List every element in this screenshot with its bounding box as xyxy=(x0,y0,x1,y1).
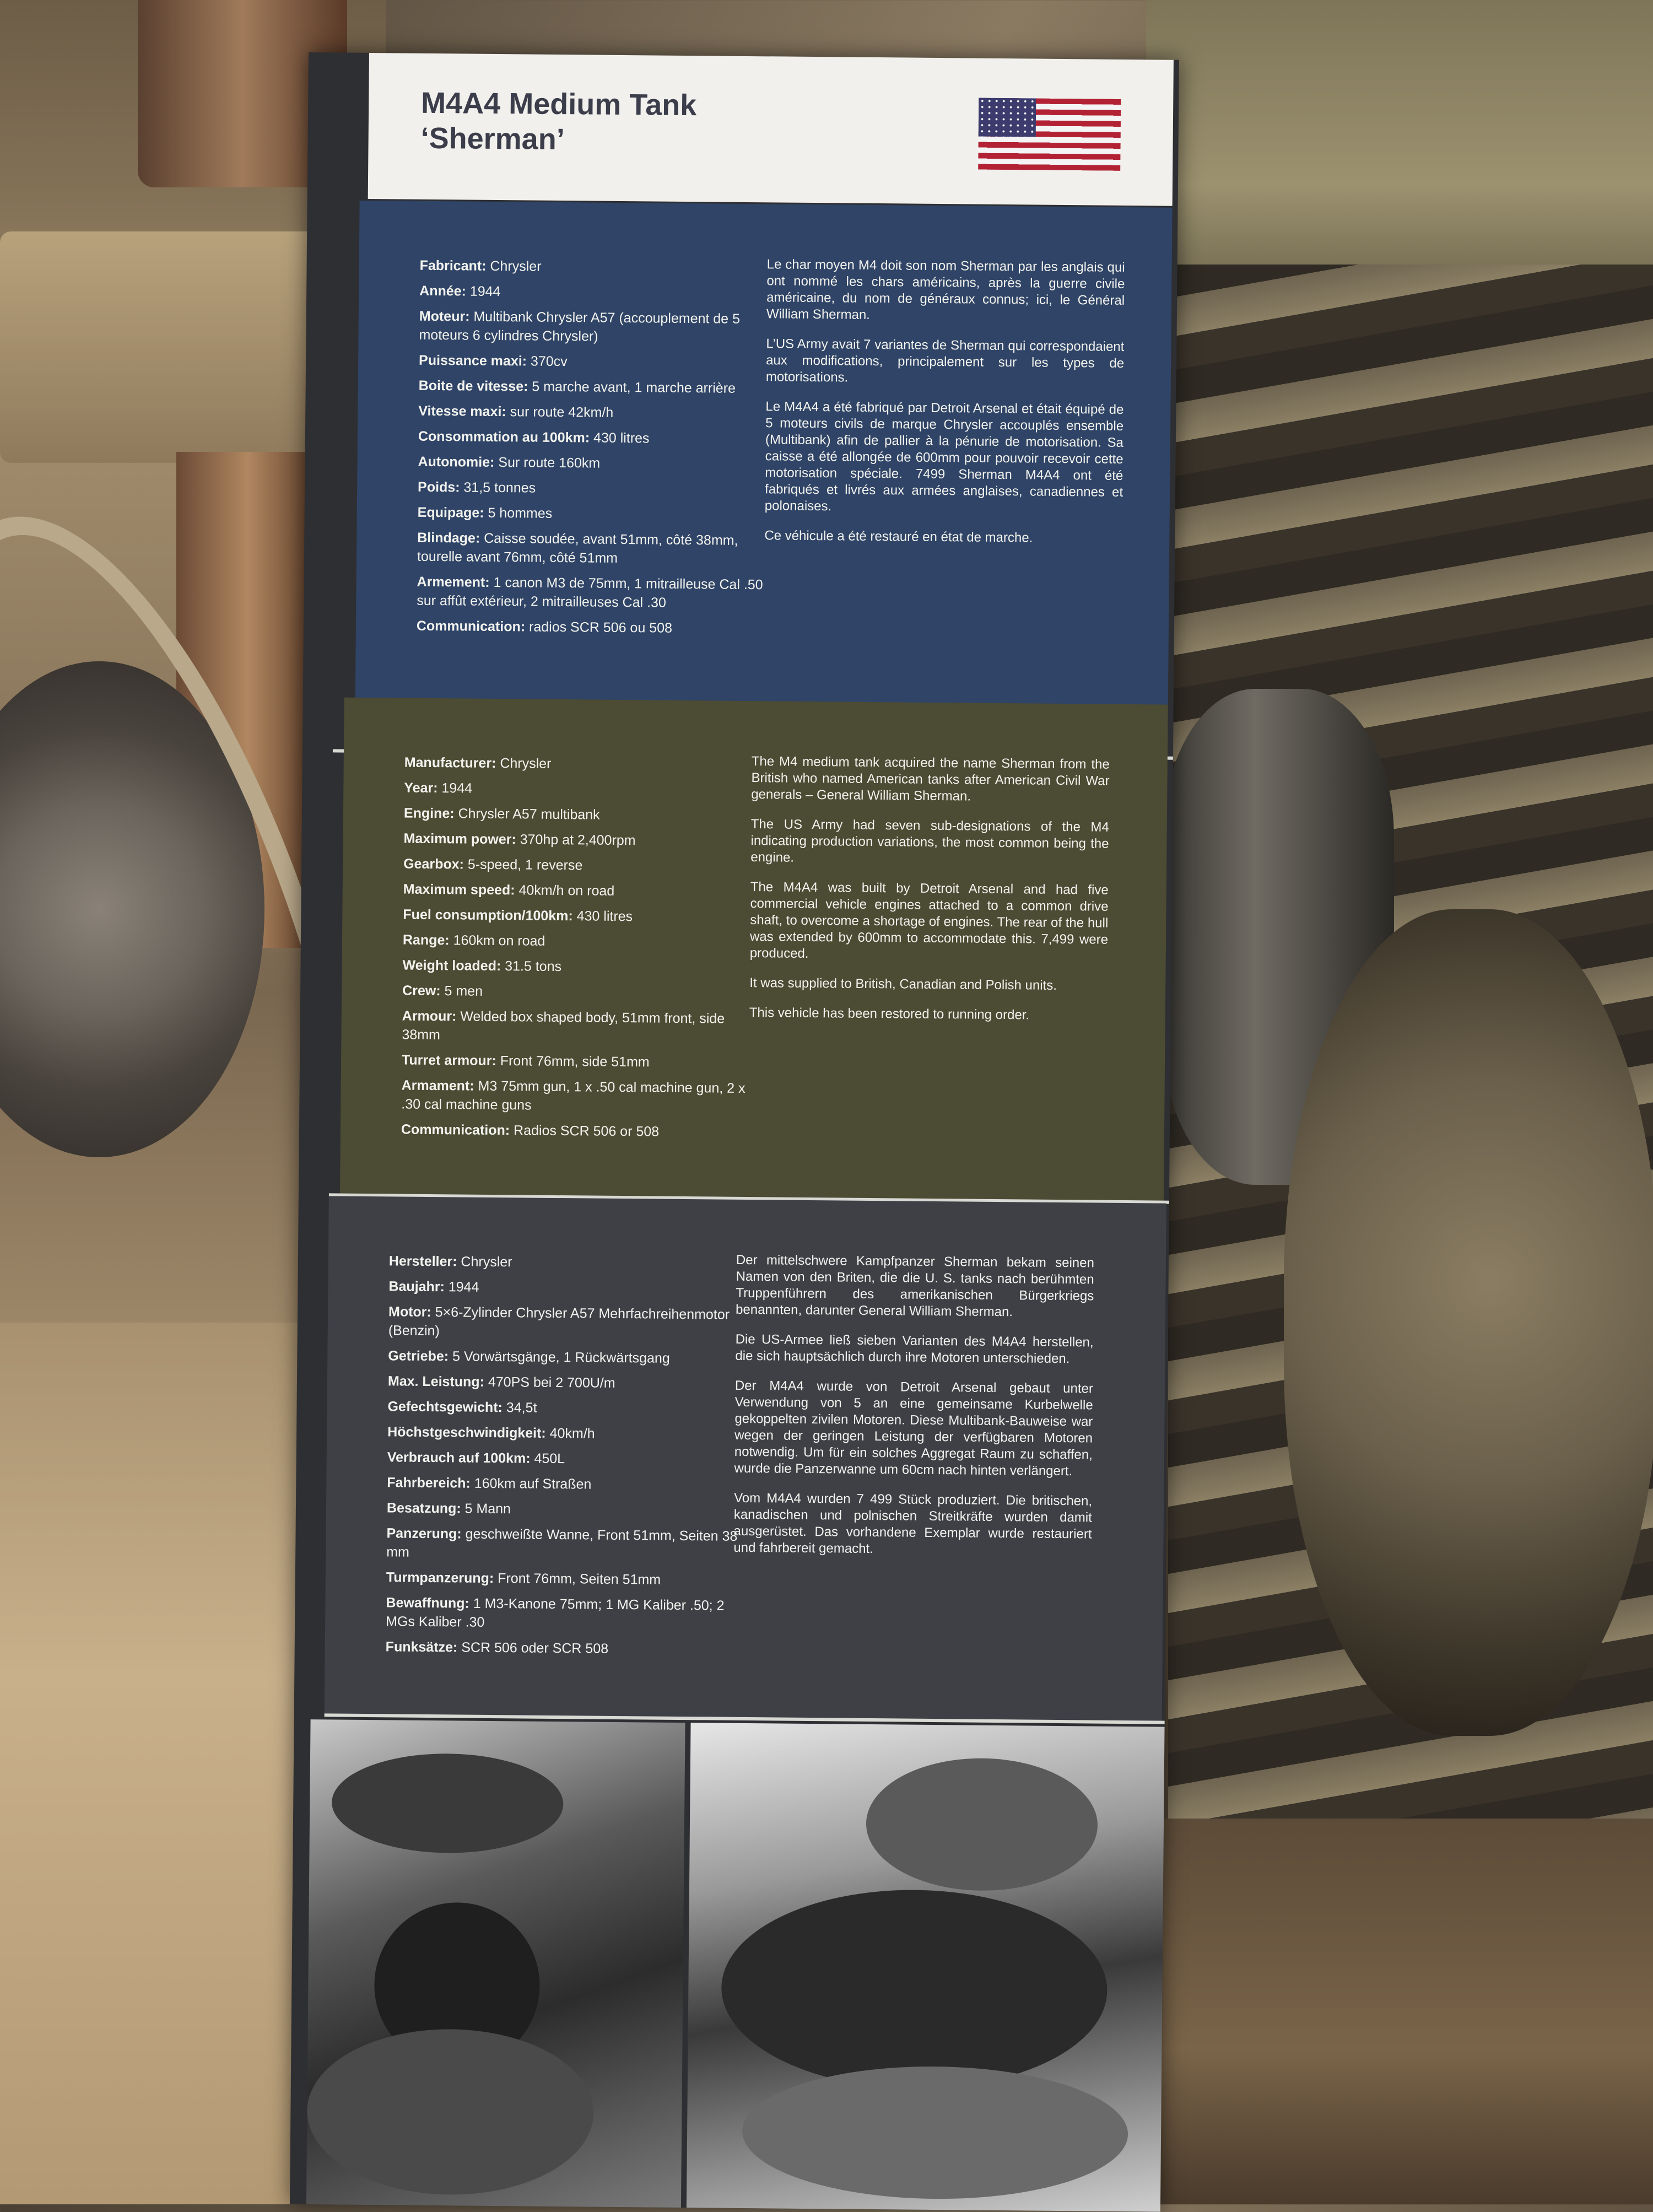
spec-value: Radios SCR 506 or 508 xyxy=(510,1123,660,1140)
spec-label: Armour: xyxy=(402,1008,457,1024)
spec-row xyxy=(417,617,769,639)
spec-value: Front 76mm, Seiten 51mm xyxy=(494,1571,661,1588)
description-paragraph: This vehicle has been restored to running order. xyxy=(749,1005,1030,1023)
english-description xyxy=(749,753,1109,1038)
spec-row xyxy=(388,1346,741,1368)
information-sign xyxy=(290,52,1179,2212)
spec-value: 40km/h on road xyxy=(515,882,615,899)
spec-value: 1 canon M3 de 75mm, 1 mitrailleuse Cal .50 sur affût extérieur, 2 mitrailleuses Cal .30 xyxy=(417,574,763,611)
spec-row xyxy=(388,1277,741,1299)
historical-photos xyxy=(306,1719,1165,2211)
description-paragraph: The US Army had seven sub-designations of the M4 indicating production variations, the most common being the engine. xyxy=(750,817,1109,865)
spec-label: Turret armour: xyxy=(401,1052,496,1069)
spec-row xyxy=(403,880,756,902)
spec-value: 1 M3-Kanone 75mm; 1 MG Kaliber .50; 2 MGs Kaliber .30 xyxy=(386,1595,725,1630)
spec-label: Fabricant: xyxy=(419,257,487,274)
spec-row xyxy=(418,478,770,500)
spec-value: 34,5t xyxy=(502,1400,537,1416)
german-section xyxy=(325,1196,1166,1721)
sign-header xyxy=(368,53,1174,206)
spec-label: Manufacturer: xyxy=(404,754,496,771)
description-paragraph: Le M4A4 a été fabriqué par Detroit Arsenal et était équipé de 5 moteurs civils de marque Chrysler accouplés ensemble (Multibank) afin de pallier à la pénurie de motorisation. Sa caisse a été allongée de 600mm pour pouvoir recevoir cette motorisation spéciale. 7499 Sherman M4A4 ont été fabriqués et livrés aux armées anglaises, canadiennes et polonaises. xyxy=(764,399,1124,514)
spec-label: Année: xyxy=(419,283,467,299)
spec-value: 370cv xyxy=(526,353,568,370)
spec-value: 430 litres xyxy=(589,430,650,446)
spec-row xyxy=(403,905,755,927)
spec-value: 31,5 tonnes xyxy=(460,479,536,496)
spec-label: Hersteller: xyxy=(388,1253,457,1270)
spec-value: Welded box shaped body, 51mm front, side 38mm xyxy=(402,1008,725,1043)
spec-label: Equipage: xyxy=(417,504,484,521)
spec-row xyxy=(418,452,770,474)
english-section xyxy=(340,698,1168,1201)
spec-label: Autonomie: xyxy=(418,454,495,470)
spec-label: Armement: xyxy=(417,574,490,590)
spec-label: Max. Leistung: xyxy=(387,1373,485,1390)
spec-value: 5-speed, 1 reverse xyxy=(463,856,583,873)
spec-value: Multibank Chrysler A57 (accouplement de 5 moteurs 6 cylindres Chrysler) xyxy=(419,309,741,344)
spec-label: Baujahr: xyxy=(388,1278,445,1295)
spec-row xyxy=(401,1120,754,1142)
spec-row xyxy=(418,503,770,525)
spec-label: Höchstgeschwindigkeit: xyxy=(387,1424,546,1441)
spec-value: 31.5 tons xyxy=(501,958,562,975)
spec-label: Armament: xyxy=(401,1077,474,1094)
spec-row xyxy=(386,1637,738,1659)
spec-row xyxy=(419,307,772,348)
dirt-ground-right xyxy=(1157,1819,1653,2204)
spec-label: Bewaffnung: xyxy=(386,1595,469,1611)
spec-label: Communication: xyxy=(416,618,526,635)
description-paragraph: Die US-Armee ließ sieben Varianten des M4A4 herstellen, die sich hauptsächlich durch ihre Motoren unterschieden. xyxy=(735,1331,1094,1367)
spec-label: Funksätze: xyxy=(385,1639,458,1655)
spec-value: Front 76mm, side 51mm xyxy=(496,1053,650,1070)
spec-label: Crew: xyxy=(402,983,441,999)
spec-row xyxy=(386,1524,739,1564)
description-paragraph: The M4A4 was built by Detroit Arsenal and had five commercial vehicle engines attached to a common drive shaft, to overcome a shortage of engines. The rear of the hull was extended by 600mm to accommodate this. 7,499 were produced. xyxy=(749,880,1109,961)
spec-label: Motor: xyxy=(388,1304,431,1320)
spec-row xyxy=(417,528,770,569)
spec-label: Getriebe: xyxy=(388,1348,449,1364)
spec-label: Fuel consumption/100km: xyxy=(403,907,573,924)
spec-value: 1944 xyxy=(444,1279,479,1295)
spec-label: Puissance maxi: xyxy=(419,352,527,369)
french-section xyxy=(355,201,1173,759)
spec-value: 370hp at 2,400rpm xyxy=(516,832,636,849)
spec-label: Consommation au 100km: xyxy=(418,428,590,446)
spec-value: M3 75mm gun, 1 x .50 cal machine gun, 2 x .30 cal machine guns xyxy=(401,1078,746,1113)
spec-label: Gefechtsgewicht: xyxy=(387,1399,503,1416)
photo-soldiers-with-tank xyxy=(306,1719,685,2208)
spec-label: Besatzung: xyxy=(386,1500,461,1517)
spec-label: Year: xyxy=(404,780,438,796)
spec-value: Chrysler xyxy=(457,1254,512,1270)
spec-value: Caisse soudée, avant 51mm, côté 38mm, tourelle avant 76mm, côté 51mm xyxy=(417,530,738,566)
spec-row xyxy=(417,573,770,613)
spec-row xyxy=(386,1568,739,1590)
sign-title: M4A4 Medium Tank ‘Sherman’ xyxy=(420,86,697,157)
spec-label: Verbrauch auf 100km: xyxy=(387,1449,531,1466)
spec-row xyxy=(387,1422,740,1444)
spec-value: 5 men xyxy=(440,983,483,999)
spec-value: 5 Mann xyxy=(461,1501,511,1517)
description-paragraph: The M4 medium tank acquired the name Sherman from the British who named American tanks after American Civil War generals – General William Sherman. xyxy=(751,754,1110,804)
spec-value: 430 litres xyxy=(572,908,633,925)
german-specs xyxy=(386,1251,742,1666)
spec-label: Vitesse maxi: xyxy=(418,403,506,420)
spec-label: Engine: xyxy=(403,805,455,822)
spec-row xyxy=(404,753,757,775)
spec-row xyxy=(388,1302,742,1343)
spec-value: 5 marche avant, 1 marche arrière xyxy=(528,379,736,396)
spec-value: 450L xyxy=(530,1450,565,1467)
metal-collar xyxy=(0,231,358,463)
spec-label: Maximum speed: xyxy=(403,881,515,898)
spec-value: 160km auf Straßen xyxy=(470,1475,592,1492)
description-paragraph: Der M4A4 wurde von Detroit Arsenal gebaut unter Verwendung von 5 an eine gemeinsame Kurbelwelle gekoppelten zivilen Motoren. Diese Multibank-Bauweise war wegen der geringen Leistung der verfügbaren Motoren notwendig. Um für ein solches Aggregat Raum zu schaffen, wurde die Panzerwanne um 60cm nach hinten verlängert. xyxy=(734,1378,1094,1479)
spec-row xyxy=(404,804,757,826)
spec-value: geschweißte Wanne, Front 51mm, Seiten 38 mm xyxy=(386,1526,738,1560)
spec-value: Sur route 160km xyxy=(494,454,601,471)
spec-label: Gearbox: xyxy=(403,856,464,872)
spec-value: 1944 xyxy=(466,283,501,300)
spec-row xyxy=(388,1372,741,1394)
spec-row xyxy=(402,956,755,978)
spec-label: Range: xyxy=(402,932,450,948)
spec-row xyxy=(403,931,755,953)
french-specs xyxy=(417,256,773,645)
spec-label: Blindage: xyxy=(417,530,480,546)
spec-row xyxy=(419,282,772,304)
spec-value: 5×6-Zylinder Chrysler A57 Mehrfachreihenmotor (Benzin) xyxy=(388,1304,730,1339)
spec-value: SCR 506 oder SCR 508 xyxy=(457,1639,609,1657)
spec-row xyxy=(418,427,771,449)
tank-hull xyxy=(1146,0,1653,309)
spec-value: radios SCR 506 ou 508 xyxy=(525,619,673,636)
us-flag-icon xyxy=(978,98,1121,171)
spec-value: sur route 42km/h xyxy=(506,404,614,420)
german-description xyxy=(733,1252,1094,1573)
spec-value: 160km on road xyxy=(449,932,545,949)
spec-value: 5 Vorwärtsgänge, 1 Rückwärtsgang xyxy=(449,1348,670,1366)
spec-row xyxy=(386,1593,739,1634)
spec-row xyxy=(403,855,756,877)
spec-value: Chrysler A57 multibank xyxy=(454,806,600,823)
description-paragraph: Der mittelschwere Kampfpanzer Sherman bekam seinen Namen von den Briten, die die U. S. tanks nach berühmten Truppenführern des amerikanischen Bürgerkriegs benannten, darunter General William Sherman. xyxy=(736,1252,1094,1320)
spec-row xyxy=(402,981,755,1004)
spec-row xyxy=(419,256,772,278)
tank-drive-sprocket xyxy=(1284,909,1653,1736)
spec-value: 5 hommes xyxy=(484,505,553,521)
spec-value: 470PS bei 2 700U/m xyxy=(484,1374,615,1391)
spec-value: Chrysler xyxy=(486,258,542,274)
spec-label: Communication: xyxy=(401,1121,510,1139)
spec-row xyxy=(419,351,771,373)
description-paragraph: Ce véhicule a été restauré en état de marche. xyxy=(764,528,1033,546)
spec-row xyxy=(387,1473,739,1495)
spec-row xyxy=(403,829,756,851)
spec-label: Panzerung: xyxy=(386,1525,462,1542)
spec-label: Poids: xyxy=(418,479,460,495)
description-paragraph: L’US Army avait 7 variantes de Sherman qui correspondaient aux modifications, principalement sur les types de motorisations. xyxy=(765,336,1125,385)
description-paragraph: It was supplied to British, Canadian and Polish units. xyxy=(749,975,1057,993)
spec-row xyxy=(389,1251,742,1274)
spec-label: Boite de vitesse: xyxy=(418,377,528,395)
spec-label: Turmpanzerung: xyxy=(386,1569,494,1587)
spec-label: Weight loaded: xyxy=(402,957,501,974)
spec-row xyxy=(402,1007,755,1048)
spec-row xyxy=(387,1498,739,1520)
photo-tank-in-field xyxy=(687,1723,1165,2211)
spec-label: Maximum power: xyxy=(403,830,516,848)
spec-row xyxy=(387,1448,740,1470)
spec-row xyxy=(404,779,757,801)
spec-row xyxy=(387,1397,740,1419)
spec-row xyxy=(419,376,771,398)
spec-label: Fahrbereich: xyxy=(387,1475,471,1491)
spec-value: Chrysler xyxy=(496,756,552,771)
english-specs xyxy=(401,753,757,1149)
french-description xyxy=(764,256,1125,560)
description-paragraph: Vom M4A4 wurden 7 499 Stück produziert. Die britischen, kanadischen und polnischen Streitkräfte wurden damit ausgerüstet. Das vorhandene Exemplar wurde restauriert und fahrbereit gemacht. xyxy=(733,1490,1093,1557)
spec-label: Moteur: xyxy=(419,308,470,325)
spec-row xyxy=(402,1051,754,1073)
spec-value: 40km/h xyxy=(545,1425,595,1442)
spec-value: 1944 xyxy=(437,780,473,796)
description-paragraph: Le char moyen M4 doit son nom Sherman par les anglais qui ont nommé les chars américains, après la guerre civile américaine, du nom de généraux connus; ici, le Général William Sherman. xyxy=(766,257,1125,322)
spec-row xyxy=(418,402,771,424)
spec-row xyxy=(401,1076,754,1117)
